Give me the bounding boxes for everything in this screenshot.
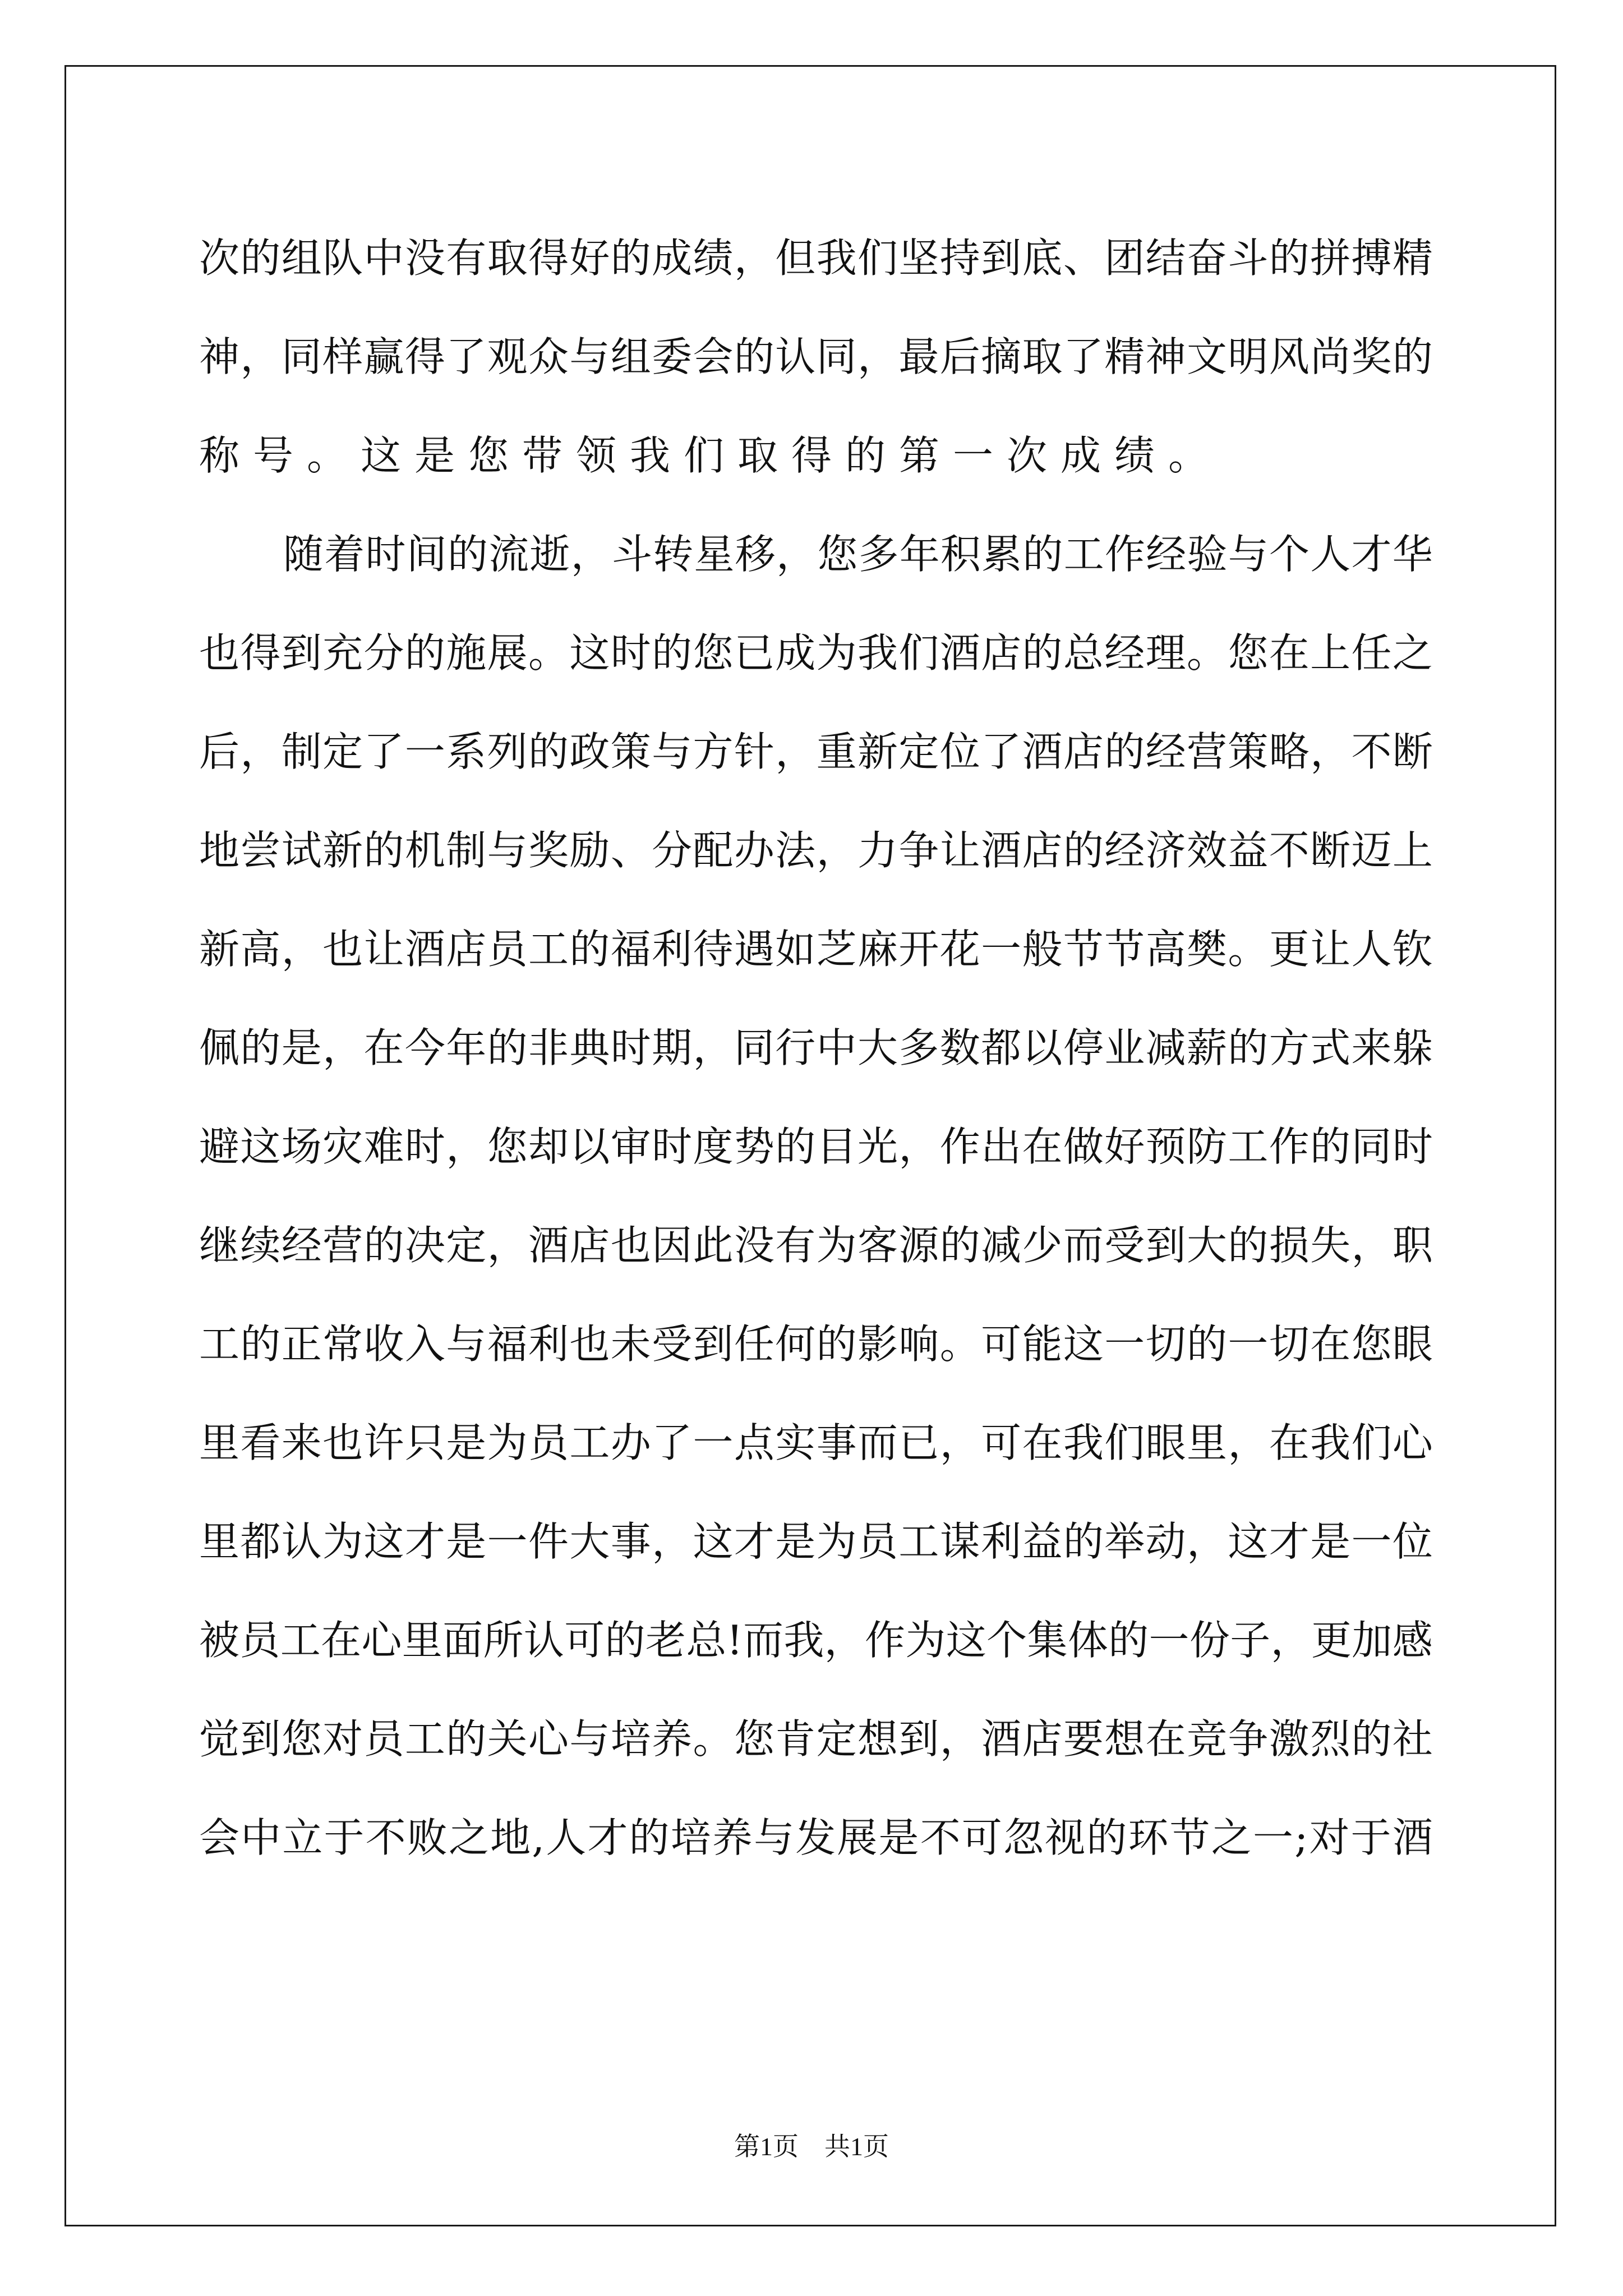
text-line: 称号。这是您带领我们取得的第一次成绩。 [199, 432, 1223, 479]
text-line: 避 这 场 灾 难 时 ， 您 却 以 审 时 度 势 的 目 光 ， 作 出 在 做 好 预 防 工 作 的 同 时 [199, 1123, 1433, 1170]
page-number-footer: 第1页 共1页 [734, 2132, 889, 2161]
text-line: 也 得 到 充 分 的 施 展 。 这 时 的 您 已 成 为 我 们 酒 店 的 总 经 理 。 您 在 上 任 之 [199, 629, 1433, 677]
text-line: 佩 的 是 ， 在 今 年 的 非 典 时 期 ， 同 行 中 大 多 数 都 以 停 业 减 薪 的 方 式 来 躲 [199, 1024, 1433, 1071]
text-line: 后 ， 制 定 了 一 系 列 的 政 策 与 方 针 ， 重 新 定 位 了 酒 店 的 经 营 策 略 ， 不 断 [199, 728, 1433, 775]
text-line: 随 着 时 间 的 流 逝 ， 斗 转 星 移 ， 您 多 年 积 累 的 工 作 经 验 与 个 人 才 华 [283, 531, 1433, 578]
text-line: 工 的 正 常 收 入 与 福 利 也 未 受 到 任 何 的 影 响 。 可 能 这 一 切 的 一 切 在 您 眼 [199, 1320, 1433, 1368]
text-line: 神 ， 同 样 赢 得 了 观 众 与 组 委 会 的 认 同 ， 最 后 摘 取 了 精 神 文 明 风 尚 奖 的 [199, 333, 1433, 380]
text-line: 里 看 来 也 许 只 是 为 员 工 办 了 一 点 实 事 而 已 ， 可 在 我 们 眼 里 ， 在 我 们 心 [199, 1419, 1433, 1466]
text-line: 新 高 ， 也 让 酒 店 员 工 的 福 利 待 遇 如 芝 麻 开 花 一 般 节 节 高 樊 。 更 让 人 钦 [199, 926, 1433, 973]
text-line: 继 续 经 营 的 决 定 ， 酒 店 也 因 此 没 有 为 客 源 的 减 少 而 受 到 大 的 损 失 ， 职 [199, 1222, 1433, 1269]
text-line: 次 的 组 队 中 没 有 取 得 好 的 成 绩 ， 但 我 们 坚 持 到 底 、 团 结 奋 斗 的 拼 搏 精 [199, 234, 1433, 282]
text-line: 觉 到 您 对 员 工 的 关 心 与 培 养 。 您 肯 定 想 到 ， 酒 店 要 想 在 竞 争 激 烈 的 社 [199, 1715, 1433, 1763]
text-line: 被 员 工 在 心 里 面 所 认 可 的 老 总 ! 而 我 ， 作 为 这 个 集 体 的 一 份 子 ， 更 加 感 [199, 1617, 1433, 1664]
text-line: 会 中 立 于 不 败 之 地 , 人 才 的 培 养 与 发 展 是 不 可 忽 视 的 环 节 之 一 ; 对 于 酒 [199, 1814, 1433, 1861]
text-line: 里 都 认 为 这 才 是 一 件 大 事 ， 这 才 是 为 员 工 谋 利 益 的 举 动 ， 这 才 是 一 位 [199, 1518, 1433, 1565]
document-body [199, 209, 1433, 1887]
text-line: 地 尝 试 新 的 机 制 与 奖 励 、 分 配 办 法 ， 力 争 让 酒 店 的 经 济 效 益 不 断 迈 上 [199, 827, 1433, 874]
